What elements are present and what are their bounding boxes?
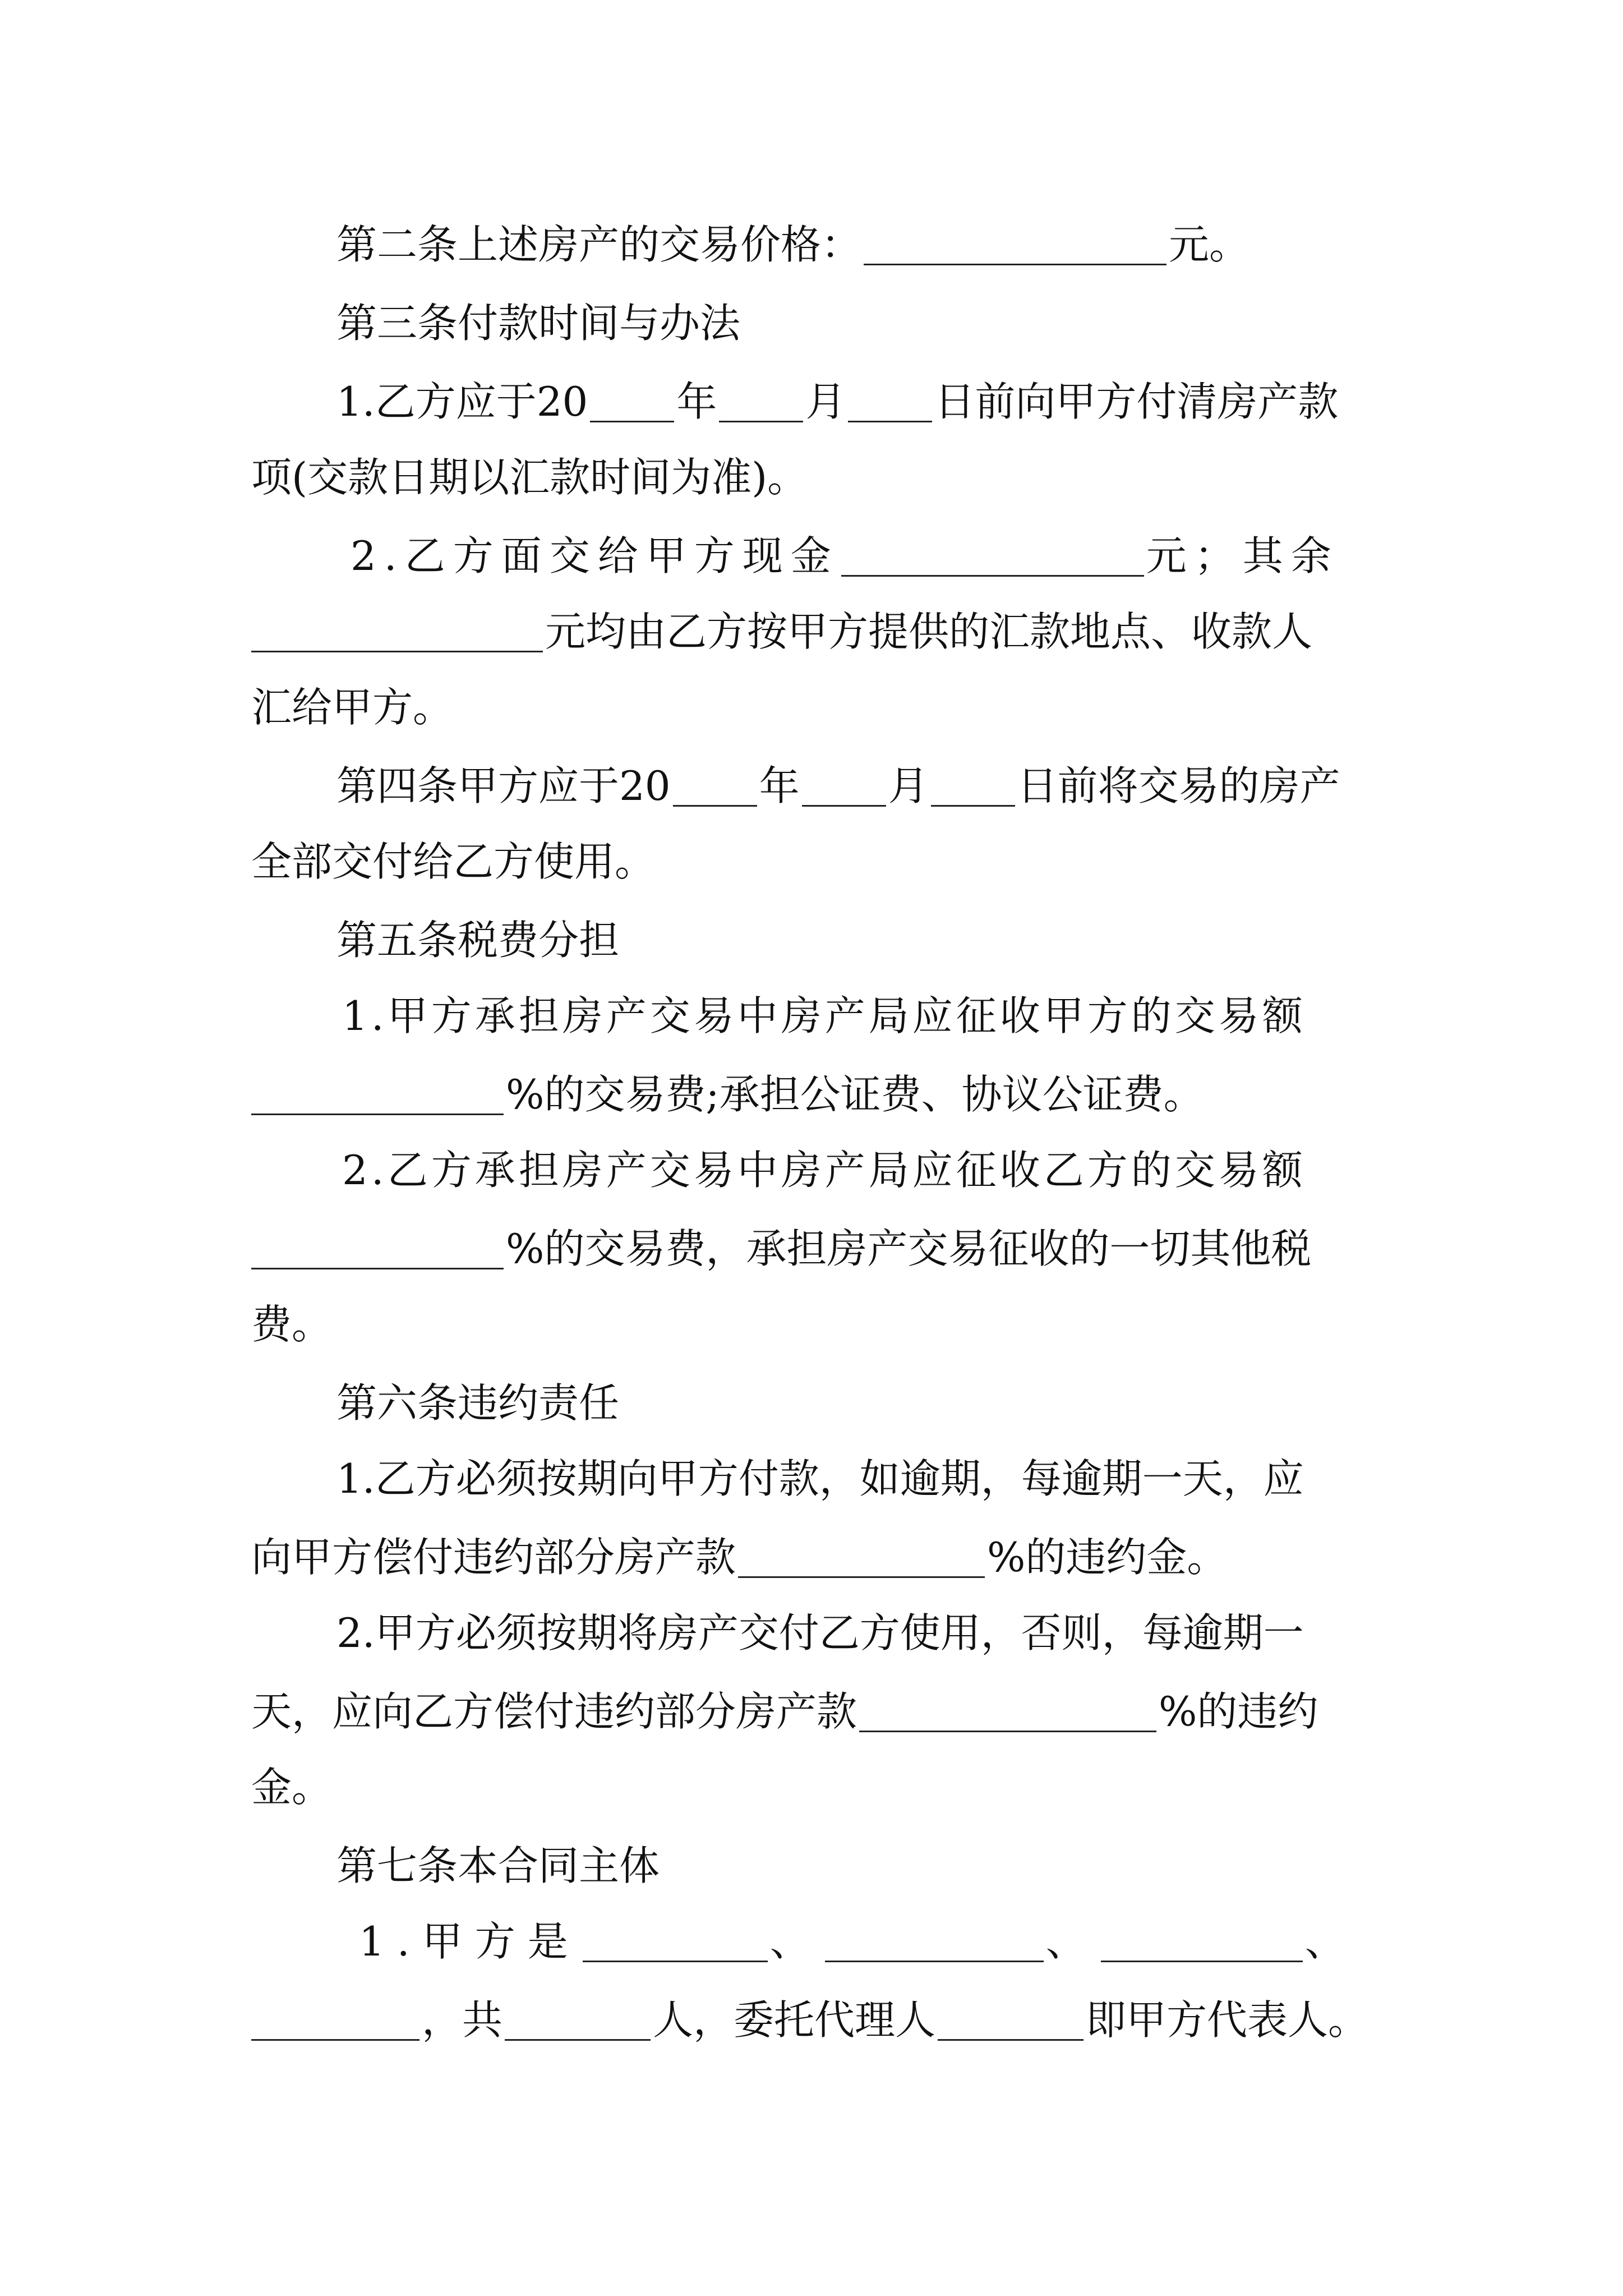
article-2-price-line xyxy=(336,213,1249,276)
penalty-percent-blank xyxy=(859,1728,1156,1732)
agent-blank xyxy=(938,2037,1083,2041)
article-4-line-2: 全部交付给乙方使用。 xyxy=(251,838,656,885)
year-blank xyxy=(673,803,757,807)
article-7-item-1-line-2: ，共 人，委托代理人 即甲方代表人。 xyxy=(251,1989,1368,2051)
article-2-label: 第二条上述房产的交易价格： xyxy=(336,221,862,268)
article-7-item-1-line-1: 1.甲方是 、 、 、 xyxy=(359,1918,1358,1965)
article-6-item-1-line-1: 1.乙方必须按期向甲方付款，如逾期，每逾期一天，应 xyxy=(336,1455,1304,1502)
article-5-item-1-line-1: 1.甲方承担房产交易中房产局应征收甲方的交易额 xyxy=(342,992,1306,1039)
article-3-item-2-line-1: 2.乙方面交给甲方现金 元；其余 xyxy=(351,532,1339,579)
day-blank xyxy=(931,803,1015,807)
article-5-item-1-line-2: %的交易费;承担公证费、协议公证费。 xyxy=(251,1063,1204,1126)
party-a-blank-3 xyxy=(1101,1958,1303,1962)
remainder-blank xyxy=(251,648,543,652)
yuan-suffix: 元。 xyxy=(1169,221,1250,268)
fee-percent-blank xyxy=(251,1111,504,1115)
article-5-item-2-line-2: %的交易费，承担房产交易征收的一切其他税 xyxy=(251,1217,1311,1280)
count-blank xyxy=(505,2037,651,2041)
party-a-blank-4 xyxy=(251,2037,419,2041)
article-6-item-2-line-1: 2.甲方必须按期将房产交付乙方使用，否则，每逾期一 xyxy=(336,1609,1304,1657)
party-a-blank-2 xyxy=(825,1958,1044,1962)
cash-blank xyxy=(841,573,1144,577)
article-3-item-2-line-3: 汇给甲方。 xyxy=(251,684,454,731)
article-6-heading: 第六条违约责任 xyxy=(336,1379,620,1427)
month-blank xyxy=(802,803,886,807)
article-5-item-2-line-3: 费。 xyxy=(251,1301,333,1348)
article-7-heading: 第七条本合同主体 xyxy=(336,1842,660,1889)
penalty-percent-blank xyxy=(738,1574,985,1578)
article-6-item-1-line-2: 向甲方偿付违约部分房产款 %的违约金。 xyxy=(251,1534,1228,1581)
article-3-item-1-line-2: 项(交款日期以汇款时间为准)。 xyxy=(251,454,808,501)
price-blank xyxy=(864,261,1166,265)
article-6-item-2-line-3: 金。 xyxy=(251,1764,333,1811)
day-blank xyxy=(848,418,932,422)
article-4-line-1: 第四条甲方应于20 年 月 日前将交易的房产 xyxy=(336,762,1340,809)
month-blank xyxy=(719,418,803,422)
article-5-heading: 第五条税费分担 xyxy=(336,917,620,964)
party-a-blank-1 xyxy=(583,1958,768,1962)
article-3-item-2-line-2: 元均由乙方按甲方提供的汇款地点、收款人 xyxy=(251,600,1312,663)
article-5-item-2-line-1: 2.乙方承担房产交易中房产局应征收乙方的交易额 xyxy=(342,1147,1306,1194)
article-3-item-1-line-1: 1.乙方应于20 年 月 日前向甲方付清房产款 xyxy=(336,378,1339,425)
article-6-item-2-line-2: 天，应向乙方偿付违约部分房产款 %的违约 xyxy=(251,1688,1318,1735)
article-3-heading: 第三条付款时间与办法 xyxy=(336,300,741,347)
year-blank xyxy=(590,418,674,422)
fee-percent-blank xyxy=(251,1266,504,1269)
